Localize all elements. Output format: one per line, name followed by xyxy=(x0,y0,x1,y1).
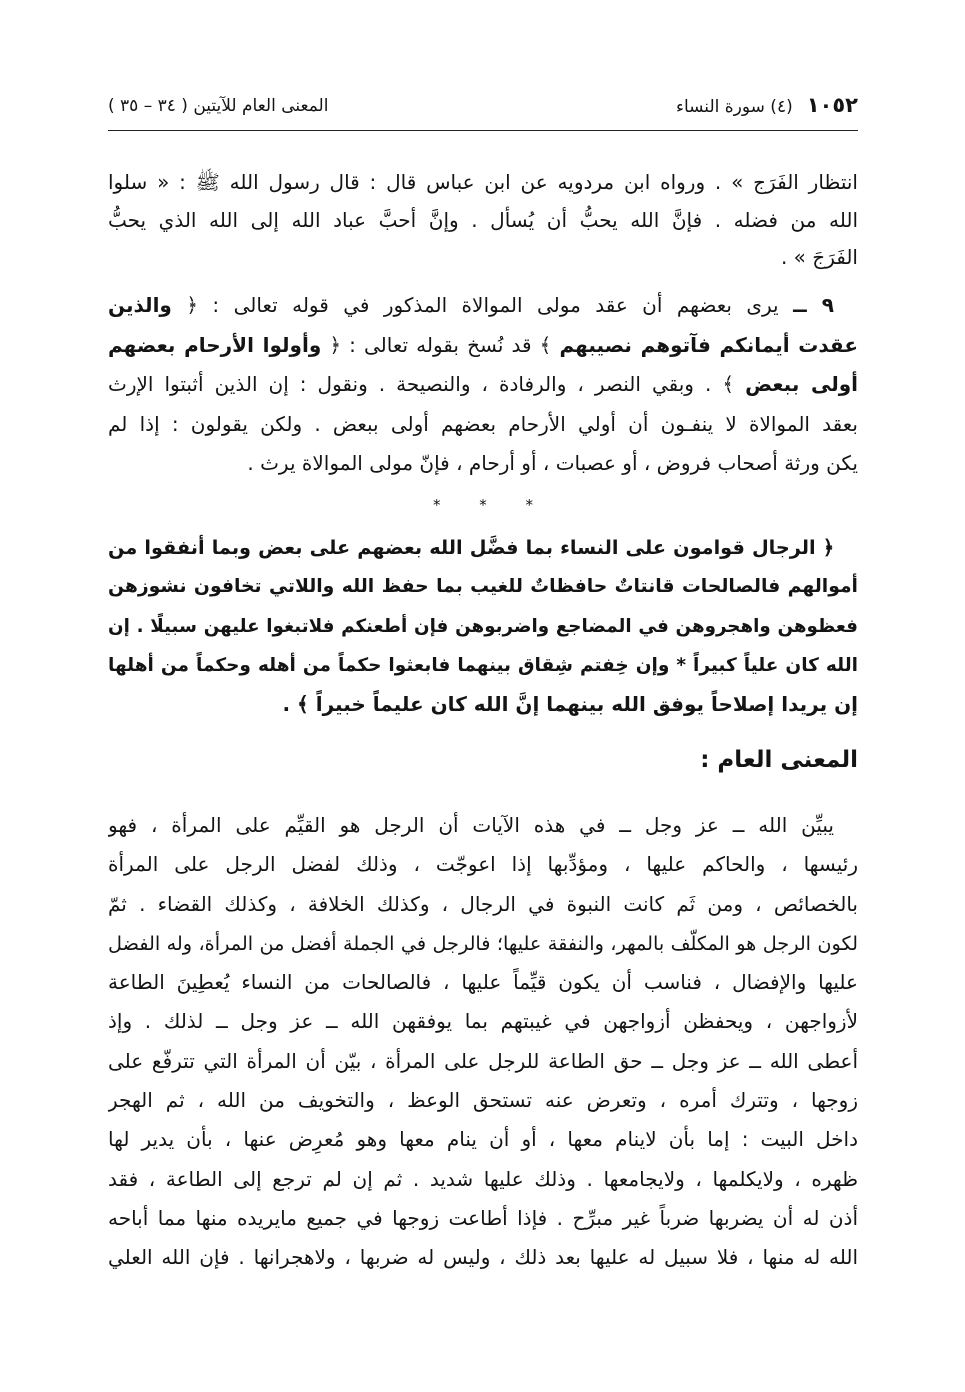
verse-line: الله كان علياً كبيراً * وإن خِفتم شِقاق بينهما فابعثوا حكماً من أهله وحكماً من أهلها xyxy=(108,654,858,676)
section-heading: المعنى العام : xyxy=(700,747,858,773)
note-text: ﴾ قد نُسخ بقوله تعالى : ﴿ xyxy=(321,332,560,357)
note-text: ﴾ . وبقي النصر ، والرفادة ، والنصيحة . ونقول : إن الذين أثبتوا الإرث xyxy=(108,372,746,396)
text-line: أذن له أن يضربها ضرباً غير مبرِّح . فإذا أطاعت زوجها في جميع مايريده منها مما أباحه xyxy=(108,1205,858,1230)
verse-paragraph xyxy=(108,528,858,724)
text-line: الفَرَجَ » . xyxy=(780,245,858,269)
quran-quote: أولى ببعض xyxy=(745,372,858,396)
surah-title: (٤) سورة النساء xyxy=(675,97,793,117)
quran-quote: والذين xyxy=(108,293,172,317)
text-line: ظهره ، ولايكلمها ، ولايجامعها . وذلك عليها شديد . ثم إن لم ترجع إلى الطاعة ، فقد xyxy=(108,1166,858,1191)
verse-line: ﴿ الرجال قوامون على النساء بما فضَّل الله بعضهم على بعض وبما أنفقوا من xyxy=(108,536,834,559)
text-line: يبيِّن الله ــ عز وجل ــ في هذه الآيات أن الرجل هو القيِّم على المرأة ، فهو xyxy=(108,813,834,837)
text-line: لكون الرجل هو المكلّف بالمهر، والنفقة عليها؛ فالرجل في الجملة أفضل من المرأة، وله الفضل xyxy=(108,931,858,955)
text-line: عليها والإفضال ، فناسب أن يكون قيِّماً عليها ، فالصالحات من النساء يُعطِينَ الطاعة xyxy=(108,970,858,995)
header-rule xyxy=(108,130,858,131)
section-separator: * * * xyxy=(432,496,534,514)
text-line xyxy=(108,326,858,366)
verse-line: إن يريدا إصلاحاً يوفق الله بينهما إنَّ الله كان عليماً خبيراً ﴾ . xyxy=(282,692,858,717)
header-right xyxy=(676,87,858,125)
text-line: بالخصائص ، ومن ثَم كانت النبوة في الرجال ، وكذلك الخلافة ، وكذلك القضاء . ثمّ xyxy=(108,891,858,916)
text-line: بعقد الموالاة لا ينفـون أن أولي الأرحام بعضهم أولى ببعض . ولكن يقولون : إذا لم xyxy=(108,411,858,436)
verse-line: أموالهم فالصالحات قانتاتٌ حافظاتٌ للغيب بما حفظ الله واللاتي تخافون نشوزهن xyxy=(108,576,858,598)
text-line: رئيسها ، والحاكم عليها ، ومؤدِّبها إذا اعوجّت ، وذلك لفضل الرجل على المرأة xyxy=(108,852,858,877)
quran-quote: عقدت أيمانكم فآتوهم نصيبهم xyxy=(559,332,858,357)
text-line: الله من فضله . فإنَّ الله يحبُّ أن يُسأل . وإنَّ أحبَّ عباد الله إلى الله الذي يحبُّ xyxy=(108,207,858,232)
quran-quote: وأولوا الأرحام بعضهم xyxy=(108,332,322,357)
text-line: زوجها ، وتترك أمره ، وتعرض عنه تستحق الوعظ ، والتخويف من الله ، ثم الهجر xyxy=(108,1088,858,1113)
note-9-paragraph xyxy=(108,286,858,484)
body-paragraph xyxy=(108,806,858,1278)
note-number: ٩ ــ xyxy=(793,293,834,317)
text-line xyxy=(108,286,858,326)
verse-line: فعظوهن واهجروهن في المضاجع واضربوهن فإن أطعنكم فلاتبغوا عليهن سبيلًا . إن xyxy=(108,615,858,637)
running-header xyxy=(108,88,858,124)
section-title: المعنى العام للآيتين ( ٣٤ – ٣٥ ) xyxy=(108,96,329,116)
text-line: يكن ورثة أصحاب فروض ، أو عصبات ، أو أرحام ، فإنّ مولى الموالاة يرث . xyxy=(247,451,858,475)
text-line: لأزواجهن ، ويحفظن أزواجهن في غيبتهم بما يوفقهن الله ــ عز وجل ــ لذلك . وإذ xyxy=(108,1009,858,1034)
text-line xyxy=(108,365,858,405)
continuation-paragraph xyxy=(108,164,858,277)
text-line: الله له منها ، فلا سبيل له عليها بعد ذلك ، وليس له ضربها ، ولاهجرانها . فإن الله العلي xyxy=(108,1245,858,1270)
note-text: يرى بعضهم أن عقد مولى الموالاة المذكور في قوله تعالى : ﴿ xyxy=(171,293,794,317)
text-line: أعطى الله ــ عز وجل ــ حق الطاعة للرجل على المرأة ، بيّن أن المرأة التي تترفّع على xyxy=(108,1048,858,1073)
page-number: ١٠٥٢ xyxy=(806,93,858,117)
text-line: داخل البيت : إما بأن لاينام معها ، أو أن ينام معها وهو مُعرِض عنها ، بأن يدير لها xyxy=(108,1127,858,1152)
text-line: انتظار الفَرَج » . ورواه ابن مردويه عن ابن عباس قال : قال رسول الله ﷺ : « سلوا xyxy=(108,170,858,194)
